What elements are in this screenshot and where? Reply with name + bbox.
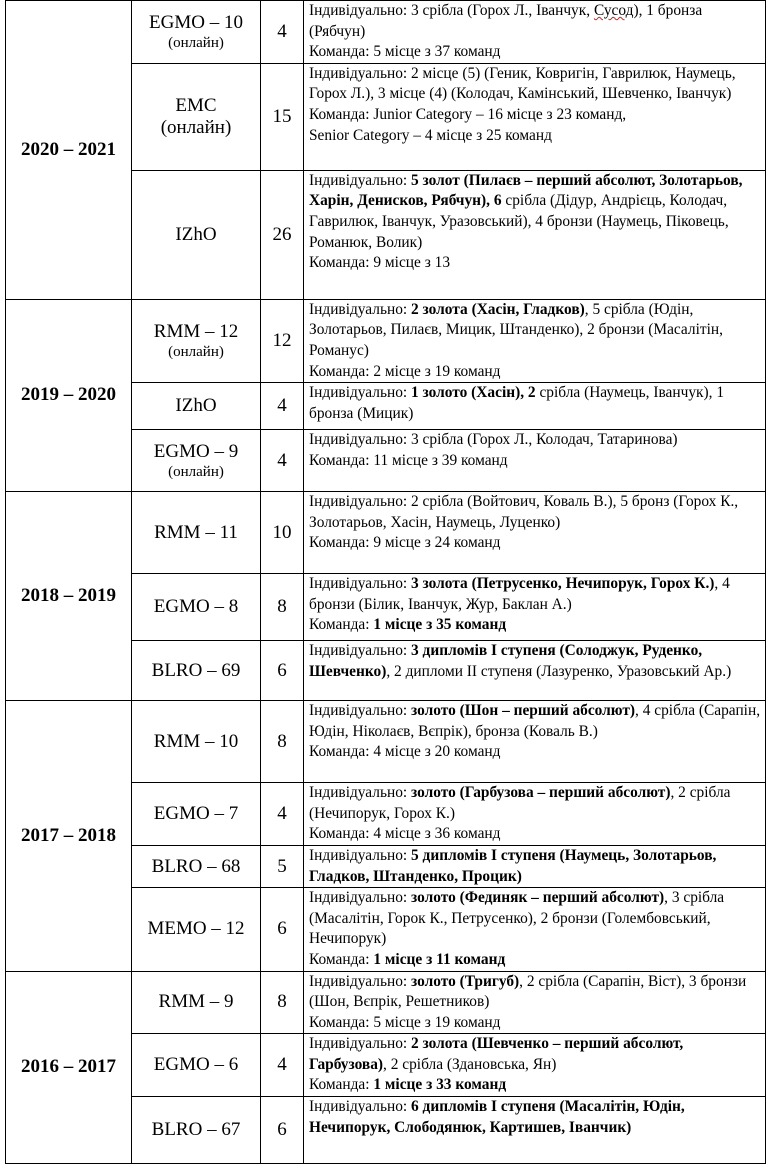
competition-cell (132, 574, 261, 641)
results-description (304, 492, 766, 574)
competition-cell (132, 383, 261, 430)
text-run: Індивідуально: (309, 575, 412, 593)
competition-cell (132, 701, 261, 783)
competition-cell (132, 641, 261, 701)
competition-name: BLRO – 68 (151, 855, 241, 877)
bold-text: 1 золото (Хасін), 2 (411, 384, 536, 402)
text-run: , 3 срібла (Масалітін, Горок К., Петрусенко), 2 бронзи (Голембовський, Нечипорук) (309, 889, 725, 948)
text-run: , 5 срібла (Юдін, Золотарьов, Пилаєв, Мицик, Штанденко), 2 бронзи (Масалітін, Романус) (309, 300, 723, 359)
competition-name: EGMO – 7 (153, 803, 239, 825)
team-result (309, 253, 761, 274)
text-run: Індивідуально: (309, 1098, 412, 1116)
bold-text: 5 дипломів І ступеня (Наумець, Золотарьов, Гладков, Штанденко, Процик) (309, 846, 717, 885)
text-run: Індивідуально: (309, 384, 412, 402)
text-run: Індивідуально: (309, 889, 412, 907)
team-result (309, 533, 761, 554)
competition-cell (132, 63, 261, 170)
competition-name: IZhO (175, 395, 217, 417)
text-run: , 4 бронзи (Білик, Іванчук, Жур, Баклан А.) (309, 575, 730, 613)
participants-count: 4 (261, 783, 304, 846)
competition-cell (132, 1034, 261, 1097)
bold-text: 2 золота (Хасін, Гладков) (411, 300, 585, 318)
participants-count: 15 (261, 63, 304, 170)
participants-count: 8 (261, 574, 304, 641)
competition-cell (132, 299, 261, 382)
text-run: Індивідуально: (309, 300, 412, 318)
results-description (304, 1034, 766, 1097)
individual-results (309, 1034, 761, 1075)
text-run: Команда: 2 місце з 19 команд (309, 362, 501, 380)
text-run: срібла (Дідур, Андрієць, Колодач, Гаврилюк, Іванчук, Уразовський), 4 бронзи (Наумець, Піковець, Романюк, Волик) (309, 192, 729, 251)
competition-name: MEMO – 12 (147, 918, 245, 940)
individual-results (309, 846, 761, 887)
team-result (309, 42, 761, 63)
competition-cell (132, 888, 261, 971)
bold-text: 5 золот (Пилаєв – перший абсолют, Золотарьов, Харін, Денисков, Рябчун), 6 (309, 171, 743, 210)
text-run: Індивідуально: (309, 846, 412, 864)
text-run: Команда: 9 місце з 24 команд (309, 534, 501, 552)
text-run: Команда: (309, 1076, 374, 1094)
text-run: Індивідуально: (309, 171, 412, 189)
team-result (309, 451, 761, 472)
table-row (6, 701, 766, 783)
individual-results (309, 1, 761, 42)
bold-text: 6 дипломів І ступеня (Масалітін, Юдін, Нечипорук, Слободянюк, Картишев, Іванчик) (309, 1098, 685, 1136)
bold-text: золото (Тригуб) (411, 972, 520, 990)
competition-name: IZhO (175, 223, 217, 245)
participants-count: 8 (261, 701, 304, 783)
results-body (6, 1, 766, 1164)
competition-cell (132, 783, 261, 846)
text-run: ), 1 бронза (Рябчун) (309, 2, 703, 40)
academic-year-cell: 2017 – 2018 (6, 701, 132, 971)
results-description (304, 63, 766, 170)
participants-count: 4 (261, 1034, 304, 1097)
table-row (6, 1, 766, 64)
individual-results (309, 171, 761, 253)
results-description (304, 845, 766, 887)
team-result (309, 950, 761, 971)
table-row (6, 492, 766, 574)
text-run: Команда: 9 місце з 13 (309, 254, 451, 272)
bold-text: золото (Гарбузова – перший абсолют) (411, 784, 671, 802)
text-run: Senior Category – 4 місце з 25 команд (309, 126, 552, 144)
competition-cell (132, 430, 261, 492)
results-description (304, 1097, 766, 1164)
participants-count: 5 (261, 845, 304, 887)
table-row (6, 299, 766, 382)
text-run: срібла (Наумець, Іванчук), 1 бронза (Мицик) (309, 384, 725, 422)
bold-text: 3 дипломів І ступеня (Солоджук, Руденко, Шевченко) (309, 642, 703, 680)
text-run: Індивідуально: (309, 972, 412, 990)
individual-results (309, 64, 761, 105)
team-result (309, 1013, 761, 1034)
text-run: Команда: Junior Category – 16 місце з 23 команд, (309, 105, 627, 123)
competition-format: (онлайн) (168, 343, 224, 360)
text-run: Команда: (309, 616, 374, 634)
competition-name: EGMO – 10 (149, 11, 243, 33)
results-description (304, 299, 766, 382)
text-run: Індивідуально: (309, 784, 412, 802)
bold-text: золото (Фединяк – перший абсолют) (411, 889, 665, 907)
competition-name: EGMO – 8 (153, 596, 239, 618)
competition-cell (132, 845, 261, 887)
academic-year-cell: 2016 – 2017 (6, 971, 132, 1164)
team-result-secondary (309, 126, 761, 147)
individual-results (309, 300, 761, 362)
participants-count: 12 (261, 299, 304, 382)
text-run: Команда: 5 місце з 19 команд (309, 1013, 501, 1031)
competition-name: BLRO – 67 (151, 1119, 241, 1141)
individual-results (309, 574, 761, 615)
individual-results (309, 641, 761, 682)
text-run: Команда: 4 місце з 36 команд (309, 825, 501, 843)
competition-cell (132, 1, 261, 64)
competition-name: RMM – 9 (158, 991, 234, 1013)
team-result (309, 824, 761, 845)
text-run: , 2 срібла (Нечипорук, Горох К.) (309, 784, 731, 822)
results-description (304, 971, 766, 1034)
olympiad-results-table (5, 0, 766, 1164)
competition-cell (132, 492, 261, 574)
results-description (304, 888, 766, 971)
team-result (309, 615, 761, 636)
results-description (304, 641, 766, 701)
individual-results (309, 701, 761, 742)
participants-count: 6 (261, 641, 304, 701)
text-run: Команда: 4 місце з 20 команд (309, 743, 501, 761)
results-description (304, 430, 766, 492)
competition-cell (132, 1097, 261, 1164)
participants-count: 4 (261, 383, 304, 430)
text-run: Індивідуально: 2 срібла (Войтович, Коваль В.), 5 бронз (Горох К., Золотарьов, Хасін, Наумець, Луценко) (309, 493, 739, 531)
bold-text: 1 місце з 35 команд (373, 616, 507, 634)
text-run: , 2 дипломи ІІ ступеня (Лазуренко, Уразовський Ар.) (386, 662, 732, 680)
text-run: Індивідуально: 3 срібла (Горох Л., Іванчук, (309, 2, 594, 19)
individual-results (309, 1097, 761, 1138)
text-run: Індивідуально: 3 срібла (Горох Л., Колодач, Татаринова) (309, 431, 678, 449)
competition-name: EGMO – 6 (153, 1054, 239, 1076)
competition-name: RMM – 10 (153, 730, 239, 752)
competition-format: (онлайн) (160, 116, 232, 138)
table-row (6, 971, 766, 1034)
participants-count: 4 (261, 1, 304, 64)
text-run: , 2 срібла (Здановська, Ян) (383, 1055, 557, 1073)
bold-text: 2 золота (Шевченко – перший абсолют, Гарбузова) (309, 1035, 684, 1073)
text-run: Індивідуально: (309, 1035, 412, 1053)
academic-year-cell: 2018 – 2019 (6, 492, 132, 701)
competition-name: BLRO – 69 (151, 659, 241, 681)
bold-text: 1 місце з 11 команд (373, 950, 506, 968)
results-description (304, 383, 766, 430)
competition-cell (132, 971, 261, 1034)
competition-format: (онлайн) (168, 34, 224, 51)
bold-text: золото (Шон – перший абсолют) (411, 702, 636, 720)
results-description (304, 1, 766, 64)
competition-name: EMC (175, 94, 217, 116)
individual-results (309, 972, 761, 1013)
participants-count: 26 (261, 170, 304, 299)
team-result (309, 105, 761, 126)
individual-results (309, 430, 761, 451)
text-run: , 2 срібла (Сарапін, Віст), 3 бронзи (Шон, Вєпрік, Решетников) (309, 972, 747, 1011)
individual-results (309, 383, 761, 424)
text-run: Індивідуально: 2 місце (5) (Геник, Ковригін, Гаврилюк, Наумець, Горох Л.), 3 місце (4) (Колодач, Камінський, Шевченко, Іванчук) (309, 64, 736, 103)
team-result (309, 1075, 761, 1096)
competition-name: RMM – 11 (154, 521, 238, 543)
text-run: Індивідуально: (309, 642, 412, 660)
text-run: Команда: (309, 950, 374, 968)
competition-name: RMM – 12 (153, 320, 239, 342)
individual-results (309, 783, 761, 824)
individual-results (309, 492, 761, 533)
academic-year-cell: 2020 – 2021 (6, 1, 132, 300)
team-result (309, 362, 761, 383)
participants-count: 6 (261, 1097, 304, 1164)
participants-count: 4 (261, 430, 304, 492)
text-run: Сусод (593, 2, 634, 19)
participants-count: 8 (261, 971, 304, 1034)
results-description (304, 783, 766, 846)
team-result (309, 742, 761, 763)
competition-name: EGMO – 9 (153, 440, 239, 462)
text-run: Індивідуально: (309, 702, 412, 720)
individual-results (309, 888, 761, 950)
participants-count: 10 (261, 492, 304, 574)
text-run: Команда: 5 місце з 37 команд (309, 43, 501, 61)
results-description (304, 574, 766, 641)
bold-text: 1 місце з 33 команд (373, 1076, 507, 1094)
results-description (304, 170, 766, 299)
academic-year-cell: 2019 – 2020 (6, 299, 132, 491)
competition-cell (132, 170, 261, 299)
text-run: , 4 срібла (Сарапін, Юдін, Ніколаєв, Вєпрік), бронза (Коваль В.) (309, 702, 761, 740)
results-description (304, 701, 766, 783)
bold-text: 3 золота (Петрусенко, Нечипорук, Горох К.) (411, 575, 715, 593)
participants-count: 6 (261, 888, 304, 971)
competition-format: (онлайн) (168, 463, 224, 480)
text-run: Команда: 11 місце з 39 команд (309, 451, 508, 469)
